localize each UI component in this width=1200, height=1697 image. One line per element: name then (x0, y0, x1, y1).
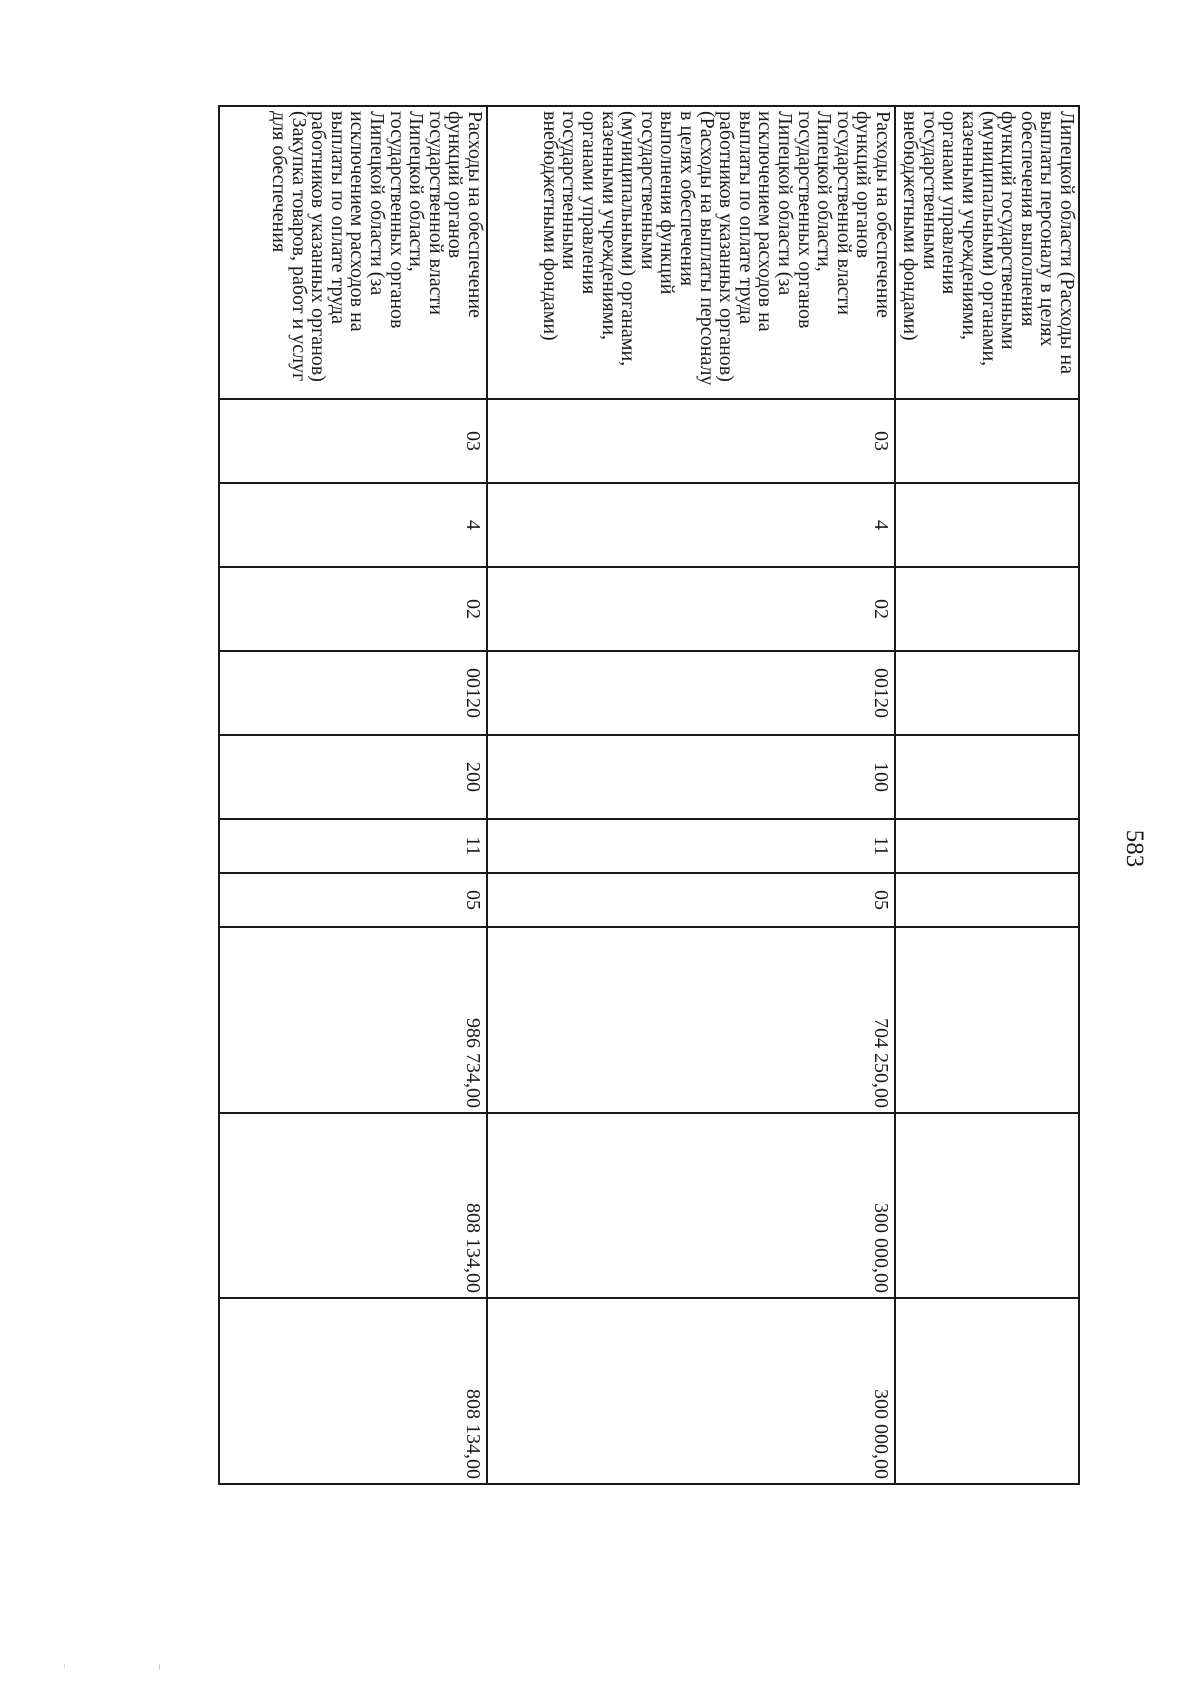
table-row (895, 106, 1079, 1484)
cell-expense-type: 100 (487, 735, 895, 819)
budget-table (218, 105, 1080, 1485)
cell-amount-2: 300 000,00 (487, 1113, 895, 1298)
cell-col-7 (895, 873, 1079, 927)
scan-artifact (64, 1664, 65, 1668)
cell-amount-1: 704 250,00 (487, 927, 895, 1113)
scan-artifact (159, 1664, 160, 1670)
cell-amount-1 (895, 927, 1079, 1113)
page-number: 583 (1121, 829, 1148, 868)
cell-amount-2 (895, 1113, 1079, 1298)
cell-subsection: 02 (219, 567, 487, 651)
cell-section: 4 (487, 483, 895, 567)
table-row (219, 106, 487, 1484)
cell-amount-3 (895, 1298, 1079, 1484)
row-description: Липецкой области (Расходы на выплаты персоналу в целях обеспечения выполнения функций государственными (муниципальными) органами, казенными учреждениями, органами управления государственными внебюджетными фондами) (895, 106, 1079, 399)
cell-amount-1: 986 734,00 (219, 927, 487, 1113)
cell-amount-3: 300 000,00 (487, 1298, 895, 1484)
cell-col-7: 05 (219, 873, 487, 927)
cell-amount-2: 808 134,00 (219, 1113, 487, 1298)
cell-subsection (895, 567, 1079, 651)
cell-section: 4 (219, 483, 487, 567)
row-description: Расходы на обеспечение функций органов государственной власти Липецкой области, государственных органов Липецкой области (за исключением расходов на выплаты по оплате труда работников указанных органов) (Закупка товаров, работ и услуг для обеспечения (219, 106, 487, 399)
cell-col-6: 11 (219, 819, 487, 873)
cell-target: 00120 (219, 651, 487, 735)
cell-section (895, 483, 1079, 567)
cell-ministry: 03 (487, 399, 895, 483)
cell-col-7: 05 (487, 873, 895, 927)
cell-target (895, 651, 1079, 735)
cell-col-6: 11 (487, 819, 895, 873)
table-row (487, 106, 895, 1484)
cell-expense-type (895, 735, 1079, 819)
cell-expense-type: 200 (219, 735, 487, 819)
cell-col-6 (895, 819, 1079, 873)
row-description: Расходы на обеспечение функций органов государственной власти Липецкой области, государственных органов Липецкой области (за исключением расходов на выплаты по оплате труда работников указанных органов) (Расходы на выплаты персоналу в целях обеспечения выполнения функций государственными (муниципальными) органами, казенными учреждениями, органами управления государственными внебюджетными фондами) (487, 106, 895, 399)
cell-subsection: 02 (487, 567, 895, 651)
cell-ministry: 03 (219, 399, 487, 483)
cell-target: 00120 (487, 651, 895, 735)
cell-amount-3: 808 134,00 (219, 1298, 487, 1484)
cell-ministry (895, 399, 1079, 483)
